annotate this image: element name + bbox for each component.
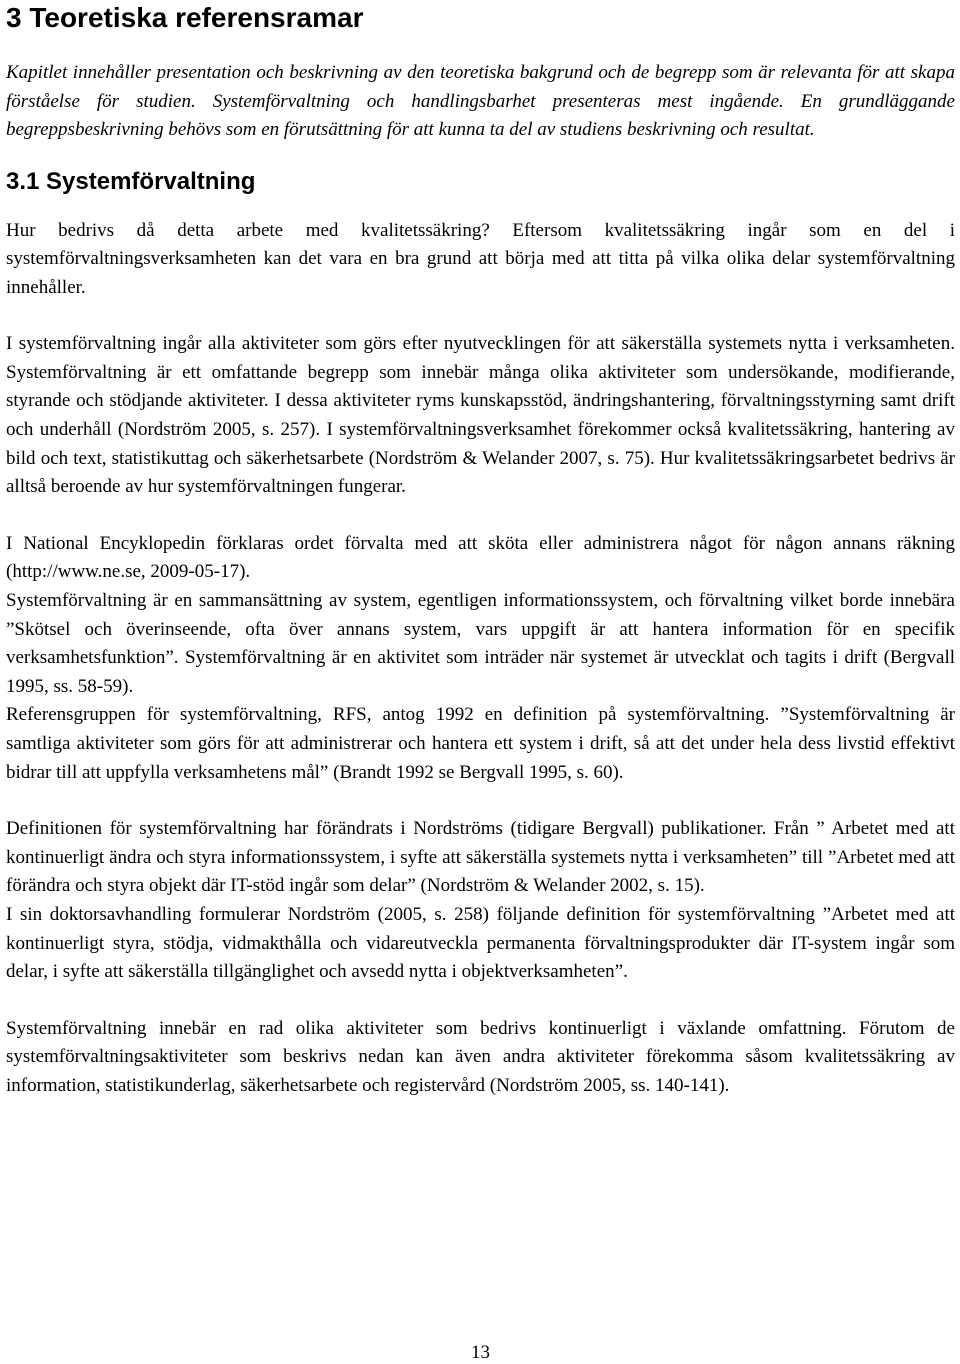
page-number: 13	[471, 1342, 490, 1363]
chapter-title: 3 Teoretiska referensramar	[6, 2, 364, 33]
section-title: 3.1 Systemförvaltning	[6, 167, 256, 195]
chapter-intro: Kapitlet innehåller presentation och beskrivning av den teoretiska bakgrund och de begrepp som är relevanta för att skapa förståelse för studien. Systemförvaltning och handlingsbarhet presenteras mest ingående. En grundläggande begreppsbeskrivning behövs som en förutsättning för att kunna ta del av studiens beskrivning och resultat.	[6, 62, 955, 140]
document-page	[6, 0, 955, 1362]
body-paragraph: Referensgruppen för systemförvaltning, RFS, antog 1992 en definition på systemförvaltning. ”Systemförvaltning är samtliga aktiviteter som görs för att administrerar och hantera ett system i drift, så att det under hela dess livstid effektivt bidrar till att uppfylla verksamhetens mål” (Brandt 1992 se Bergvall 1995, s. 60).	[6, 704, 955, 783]
body-paragraph: Systemförvaltning är en sammansättning av system, egentligen informationssystem, och förvaltning vilket borde innebära ”Skötsel och överinseende, ofta över annans system, vars uppgift är att hantera information för en specifik verksamhetsfunktion”. Systemförvaltning är en aktivitet som inträder när systemet är utvecklat och tagits i drift (Bergvall 1995, ss. 58-59).	[6, 590, 955, 697]
body-paragraph: I sin doktorsavhandling formulerar Nordström (2005, s. 258) följande definition för systemförvaltning ”Arbetet med att kontinuerligt styra, stödja, vidmakthålla och vidareutveckla permanenta förvaltningsprodukter där IT-system ingår som delar, i syfte att säkerställa tillgänglighet och avsedd nytta i objektverksamheten”.	[6, 903, 955, 983]
body-paragraph: I National Encyklopedin förklaras ordet förvalta med att sköta eller administrera något för någon annans räkning (http://www.ne.se, 2009-05-17).	[6, 532, 955, 583]
body-paragraph: Hur bedrivs då detta arbete med kvalitetssäkring? Eftersom kvalitetssäkring ingår som en del i systemförvaltningsverksamheten kan det vara en bra grund att börja med att titta på vilka olika delar systemförvaltning innehåller.	[6, 219, 955, 298]
body-paragraph: Definitionen för systemförvaltning har förändrats i Nordströms (tidigare Bergvall) publikationer. Från ” Arbetet med att kontinuerligt ändra och styra informationssystem, i syfte att säkerställa systemets nytta i verksamheten” till ”Arbetet med att förändra och styra objekt där IT-stöd ingår som delar” (Nordström & Welander 2002, s. 15).	[6, 818, 955, 897]
body-paragraph: Systemförvaltning innebär en rad olika aktiviteter som bedrivs kontinuerligt i växlande omfattning. Förutom de systemförvaltningsaktiviteter som beskrivs nedan kan även andra aktiviteter förekomma såsom kvalitetssäkring av information, statistikunderlag, säkerhetsarbete och registervård (Nordström 2005, ss. 140-141).	[6, 1017, 955, 1096]
body-paragraph: I systemförvaltning ingår alla aktiviteter som görs efter nyutvecklingen för att säkerställa systemets nytta i verksamheten. Systemförvaltning är ett omfattande begrepp som innebär många olika aktiviteter som undersökande, modifierande, styrande och stödjande aktiviteter. I dessa aktiviteter ryms kunskapsstöd, ändringshantering, förvaltningsstyrning samt drift och underhåll (Nordström 2005, s. 257). I systemförvaltningsverksamhet förekommer också kvalitetssäkring, hantering av bild och text, statistikuttag och säkerhetsarbete (Nordström & Welander 2007, s. 75). Hur kvalitetssäkringsarbetet bedrivs är alltså beroende av hur systemförvaltningen fungerar.	[6, 333, 955, 498]
